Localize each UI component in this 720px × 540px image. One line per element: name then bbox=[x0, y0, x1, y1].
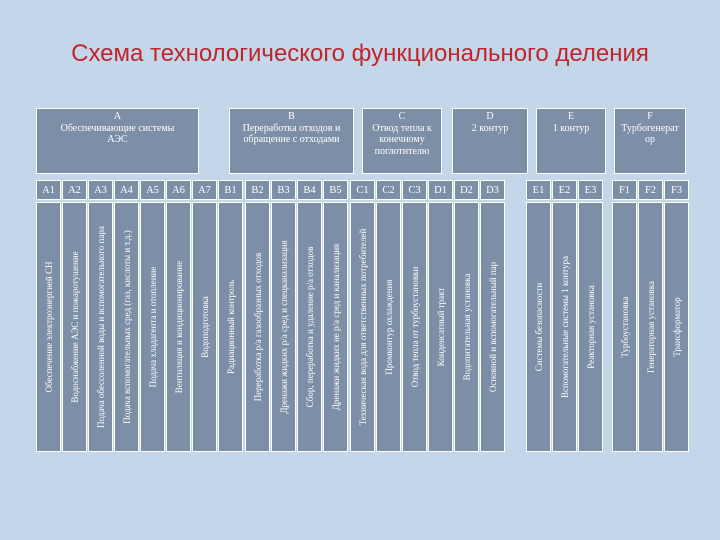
group-label-line: 2 контур bbox=[471, 122, 509, 134]
code-box-f1: F1 bbox=[612, 180, 637, 200]
function-label: Дренажи жидких р/а сред и спецканализация bbox=[278, 240, 289, 414]
function-column-d2 bbox=[454, 202, 479, 452]
code-box-a3: A3 bbox=[88, 180, 113, 200]
function-label: Техническая вода для ответственных потребителей bbox=[357, 228, 368, 426]
group-label-line: Обеспечивающие системы bbox=[60, 122, 175, 134]
code-box-c2: C2 bbox=[376, 180, 401, 200]
code-box-a7: A7 bbox=[192, 180, 217, 200]
code-box-e3: E3 bbox=[578, 180, 603, 200]
code-box-a4: A4 bbox=[114, 180, 139, 200]
function-label: Реакторная установка bbox=[585, 285, 596, 369]
group-letter: E bbox=[567, 111, 575, 122]
function-label: Конденсатный тракт bbox=[435, 287, 446, 367]
function-column-d3 bbox=[480, 202, 505, 452]
function-label: Отвод тепла от турбоустановки bbox=[409, 266, 420, 388]
group-label-line: Турбогенерат bbox=[621, 122, 679, 134]
group-label-line: Отвод тепла к bbox=[372, 122, 432, 134]
group-box-d bbox=[452, 108, 528, 174]
function-label: Водоснабжение АЭС и пожаротушение bbox=[69, 251, 80, 403]
function-column-a1 bbox=[36, 202, 61, 452]
code-box-f2: F2 bbox=[638, 180, 663, 200]
code-box-b3: B3 bbox=[271, 180, 296, 200]
function-label: Радиационный контроль bbox=[225, 279, 236, 375]
code-box-d2: D2 bbox=[454, 180, 479, 200]
group-box-b bbox=[229, 108, 354, 174]
function-column-c3 bbox=[402, 202, 427, 452]
function-label: Трансформатор bbox=[671, 297, 682, 357]
function-column-a7 bbox=[192, 202, 217, 452]
code-box-a1: A1 bbox=[36, 180, 61, 200]
code-box-c3: C3 bbox=[402, 180, 427, 200]
function-column-e2 bbox=[552, 202, 577, 452]
function-column-a3 bbox=[88, 202, 113, 452]
group-letter: B bbox=[288, 111, 295, 122]
code-box-d3: D3 bbox=[480, 180, 505, 200]
function-column-f3 bbox=[664, 202, 689, 452]
function-label: Водопитательная установка bbox=[461, 273, 472, 381]
code-box-b1: B1 bbox=[218, 180, 243, 200]
group-letter: D bbox=[486, 111, 494, 122]
code-box-e2: E2 bbox=[552, 180, 577, 200]
code-box-a6: A6 bbox=[166, 180, 191, 200]
code-box-d1: D1 bbox=[428, 180, 453, 200]
code-box-b2: B2 bbox=[245, 180, 270, 200]
function-label: Переработка р/а газообразных отходов bbox=[252, 252, 263, 402]
function-column-c1 bbox=[350, 202, 375, 452]
group-box-e bbox=[536, 108, 606, 174]
group-letter: F bbox=[647, 111, 653, 122]
code-box-a5: A5 bbox=[140, 180, 165, 200]
group-label-line: Переработка отходов и bbox=[242, 122, 341, 134]
function-label: Турбоустановка bbox=[619, 296, 630, 358]
group-box-f bbox=[614, 108, 686, 174]
function-label: Сбор, переработка и удаление р/а отходов bbox=[304, 246, 315, 408]
function-column-b3 bbox=[271, 202, 296, 452]
code-box-f3: F3 bbox=[664, 180, 689, 200]
code-box-b5: B5 bbox=[323, 180, 348, 200]
function-column-b4 bbox=[297, 202, 322, 452]
code-box-e1: E1 bbox=[526, 180, 551, 200]
function-column-e1 bbox=[526, 202, 551, 452]
function-label: Подача обессоленной воды и вспомогательного пара bbox=[95, 226, 106, 428]
function-column-b5 bbox=[323, 202, 348, 452]
function-label: Вентиляция и кондиционирование bbox=[173, 260, 184, 394]
function-label: Основной и вспомогательный пар bbox=[487, 261, 498, 393]
function-label: Обеспечение электроэнергией СН bbox=[43, 261, 54, 393]
group-label-line: ор bbox=[645, 134, 655, 145]
function-label: Промконтур охлаждения bbox=[383, 279, 394, 375]
function-column-b2 bbox=[245, 202, 270, 452]
code-box-b4: B4 bbox=[297, 180, 322, 200]
group-label-line: АЭС bbox=[107, 134, 128, 145]
function-label: Водоподготовка bbox=[199, 296, 210, 358]
group-letter: A bbox=[113, 111, 122, 122]
function-label: Подача вспомогательных сред (газ, кислоты и т.д.) bbox=[121, 230, 132, 424]
code-box-a2: A2 bbox=[62, 180, 87, 200]
group-label-line: 1 контур bbox=[552, 122, 590, 134]
group-label-line: конечному bbox=[379, 134, 425, 145]
function-column-a2 bbox=[62, 202, 87, 452]
function-column-a5 bbox=[140, 202, 165, 452]
group-label-line: поглотителю bbox=[374, 145, 430, 157]
group-box-c bbox=[362, 108, 442, 174]
function-column-f1 bbox=[612, 202, 637, 452]
function-label: Дренажи жидких не р/а сред и канализация bbox=[330, 243, 341, 411]
slide-title: Схема технологического функционального деления bbox=[71, 40, 649, 67]
function-label: Генераторная установка bbox=[645, 281, 656, 373]
function-label: Вспомогательные системы 1 контура bbox=[559, 256, 570, 398]
function-column-e3 bbox=[578, 202, 603, 452]
function-label: Подача хладагента и отопление bbox=[147, 266, 158, 388]
group-box-a bbox=[36, 108, 199, 174]
group-letter: C bbox=[398, 111, 406, 122]
function-column-b1 bbox=[218, 202, 243, 452]
function-column-a6 bbox=[166, 202, 191, 452]
function-column-a4 bbox=[114, 202, 139, 452]
function-column-d1 bbox=[428, 202, 453, 452]
function-label: Системы безопасности bbox=[533, 282, 544, 372]
code-box-c1: C1 bbox=[350, 180, 375, 200]
group-label-line: обращение с отходами bbox=[243, 134, 340, 145]
function-column-f2 bbox=[638, 202, 663, 452]
function-column-c2 bbox=[376, 202, 401, 452]
